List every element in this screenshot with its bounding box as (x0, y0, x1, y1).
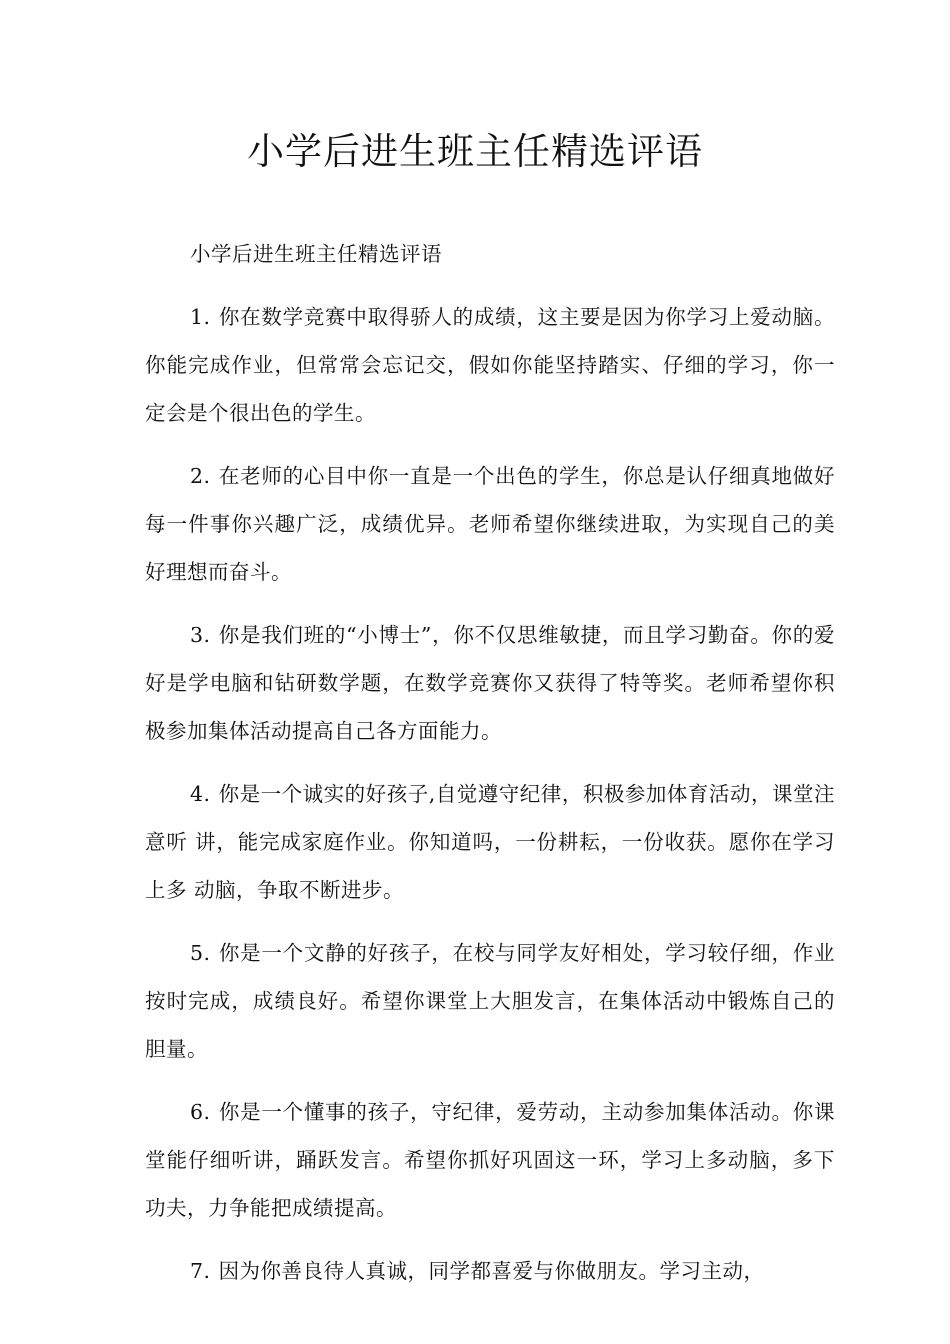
comment-text: 你在数学竞赛中取得骄人的成绩，这主要是因为你学习上爱动脑。你能完成作业，但常常会忘记交，假如你能坚持踏实、仔细的学习，你一定会是个很出色的学生。 (145, 305, 835, 425)
comment-text: 你是我们班的“小博士”，你不仅思维敏捷，而且学习勤奋。你的爱好是学电脑和钻研数学题，在数学竞赛你又获得了特等奖。老师希望你积极参加集体活动提高自己各方面能力。 (145, 623, 835, 743)
comment-number: 2. (190, 464, 211, 488)
comment-paragraph (145, 1088, 835, 1232)
comment-paragraph (145, 452, 835, 596)
comment-paragraph (145, 929, 835, 1073)
document-subtitle: 小学后进生班主任精选评语 (190, 242, 442, 266)
comment-text: 你是一个文静的好孩子，在校与同学友好相处，学习较仔细，作业按时完成，成绩良好。希望你课堂上大胆发言，在集体活动中锻炼自己的胆量。 (145, 941, 835, 1061)
comment-text: 你是一个诚实的好孩子,自觉遵守纪律，积极参加体育活动，课堂注意听 讲，能完成家庭作业。你知道吗，一份耕耘，一份收获。愿你在学习上多 动脑，争取不断进步。 (145, 782, 835, 902)
comment-paragraph (145, 1247, 835, 1295)
comment-paragraph (145, 611, 835, 755)
comment-number: 3. (190, 623, 211, 647)
comment-text: 你是一个懂事的孩子，守纪律，爱劳动，主动参加集体活动。你课堂能仔细听讲，踊跃发言。希望你抓好巩固这一环，学习上多动脑，多下功夫，力争能把成绩提高。 (145, 1100, 835, 1220)
comment-number: 5. (190, 941, 211, 965)
comment-text: 因为你善良待人真诚，同学都喜爱与你做朋友。学习主动， (218, 1259, 765, 1283)
comment-paragraph (145, 770, 835, 914)
document-title: 小学后进生班主任精选评语 (247, 130, 703, 173)
comment-text: 在老师的心目中你一直是一个出色的学生，你总是认仔细真地做好每一件事你兴趣广泛，成绩优异。老师希望你继续进取，为实现自己的美好理想而奋斗。 (145, 464, 835, 584)
comment-number: 6. (190, 1100, 211, 1124)
comment-number: 1. (190, 305, 211, 329)
comment-number: 4. (190, 782, 211, 806)
comment-number: 7. (190, 1259, 211, 1283)
document-body (145, 230, 835, 1295)
comment-paragraph (145, 293, 835, 437)
